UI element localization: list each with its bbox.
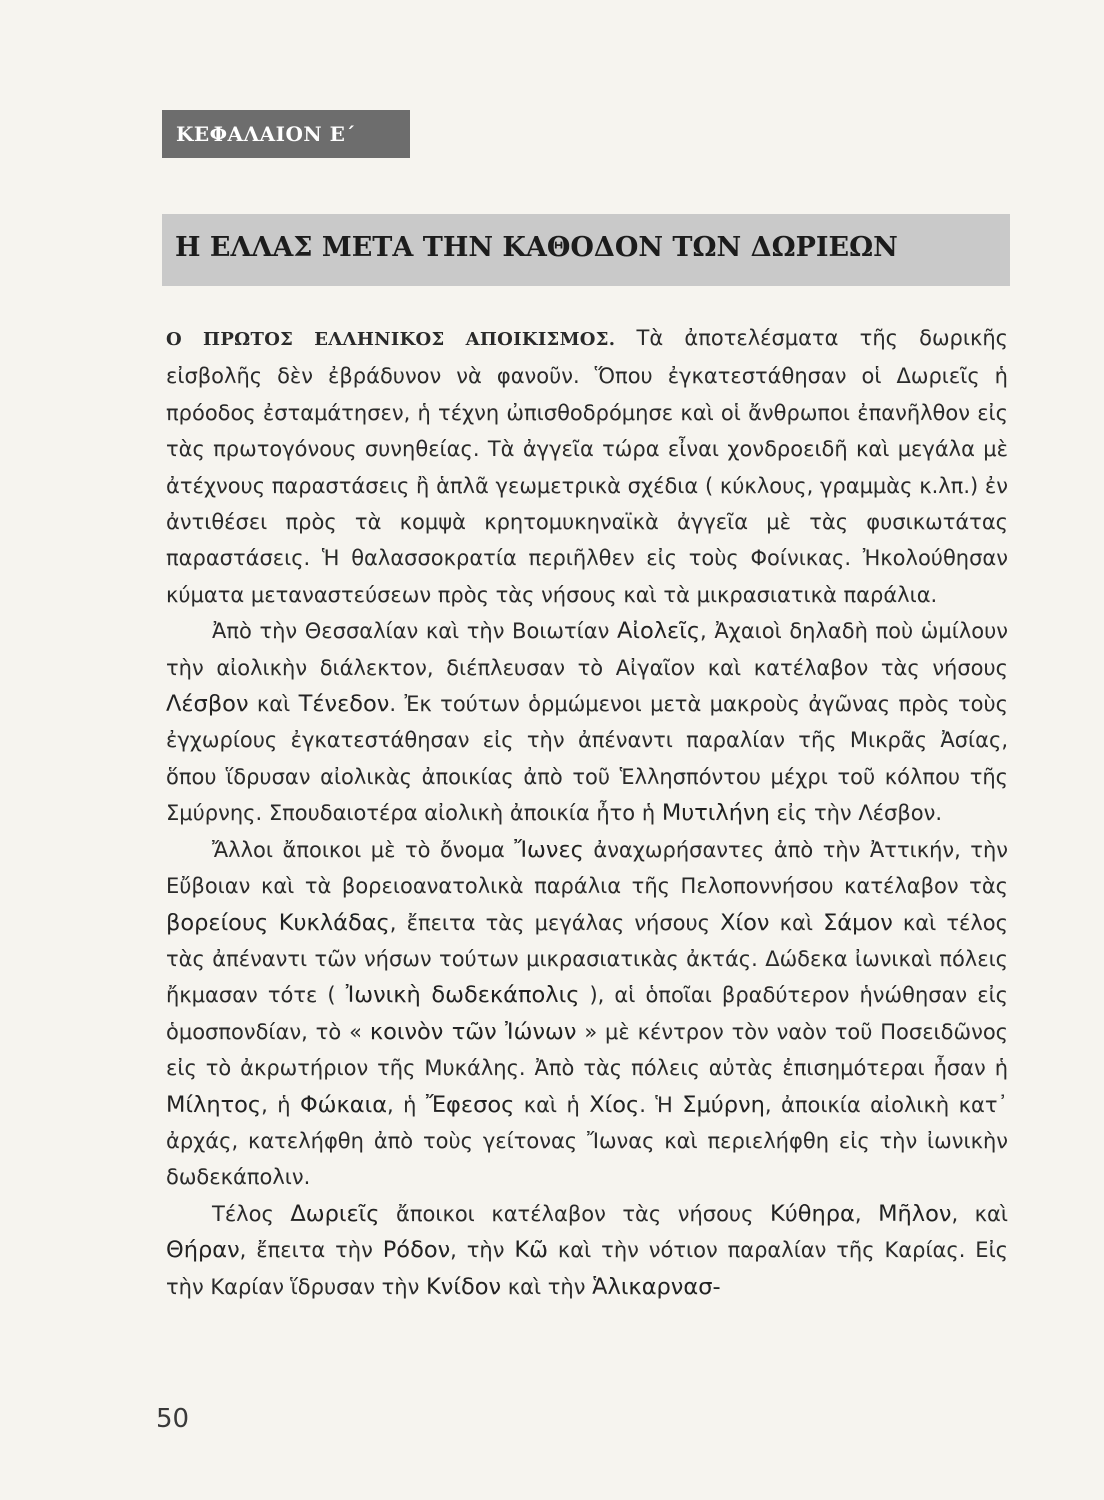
text-run: Τέλος (212, 1201, 291, 1226)
emphasis: Χίος (589, 1091, 640, 1118)
emphasis: Ἴωνες (514, 836, 584, 863)
text-run: . Ἡ (639, 1092, 683, 1117)
emphasis: Κῶ (514, 1237, 548, 1264)
emphasis: Φώκαια (299, 1091, 388, 1118)
emphasis: Ρόδον (382, 1237, 451, 1264)
emphasis: Σάμον (823, 909, 893, 936)
emphasis: Κύθηρα (769, 1200, 855, 1227)
text-run: καὶ τὴν νότιον παραλίαν τῆς Καρίας. Εἰς τὴν Καρίαν ἵδρυσαν τὴν (166, 1238, 1009, 1299)
text-run: ἄποικοι κατέλαβον τὰς νήσους (379, 1201, 770, 1226)
emphasis: Ἰωνικὴ δωδεκάπολις (345, 982, 580, 1009)
emphasis: Ἔφεσος (425, 1091, 515, 1118)
text-run: ἀναχωρήσαντες ἀπὸ τὴν Ἀττικήν, τὴν Εὔβοιαν καὶ τὰ βορειοανατολικὰ παράλια τῆς Πελοποννήσου κατέλαβον τὰς (166, 837, 1008, 899)
text-run: Ἀπὸ τὴν Θεσσαλίαν καὶ τὴν Βοιωτίαν (212, 619, 617, 644)
text-run: , τὴν (450, 1238, 515, 1263)
emphasis: Αἰολεῖς (616, 618, 701, 645)
emphasis: Θήραν (166, 1237, 240, 1264)
emphasis: Κνίδον (426, 1273, 502, 1300)
text-run: καὶ ἡ (514, 1092, 590, 1117)
text-run: καὶ τὴν (501, 1274, 593, 1299)
emphasis: Μῆλον (878, 1200, 952, 1227)
chapter-label: ΚΕΦΑΛΑΙΟΝ Ε΄ (162, 110, 410, 158)
text-run: καὶ (248, 692, 299, 717)
text-run: , ἡ (261, 1092, 300, 1117)
emphasis: Τένεδον (298, 691, 390, 718)
emphasis: Ἁλικαρνασ- (592, 1273, 721, 1300)
text-run: καὶ (769, 910, 824, 935)
text-run: , ἡ (387, 1092, 426, 1117)
text-run: , Ἀχαιοὶ δηλαδὴ ποὺ ὡμίλουν τὴν αἰολικὴν διάλεκτον, διέπλευσαν τὸ Αἰγαῖον καὶ κατέλαβον τὰς νήσους (166, 619, 1008, 680)
paragraph-2 (166, 613, 1008, 831)
emphasis: Λέσβον (166, 691, 249, 718)
emphasis: Δωριεῖς (290, 1200, 380, 1227)
emphasis: κοινὸν τῶν Ἰώνων (369, 1018, 577, 1045)
text-run: . Ἐκ τούτων ὁρμώμενοι μετὰ μακροὺς ἀγῶνας πρὸς τοὺς ἐγχωρίους ἐγκατεστάθησαν εἰς τὴν ἀπέναντι παραλίαν τῆς Μικρᾶς Ἀσίας, ὅπου ἵδρυσαν αἰολικὰς ἀποικίας ἀπὸ τοῦ Ἑλλησπόντου μέχρι τοῦ κόλπου τῆς Σμύρνης. Σπουδαιοτέρα αἰολικὴ ἀποικία ἦτο ἡ (166, 692, 1008, 826)
text-run: , (854, 1201, 879, 1226)
text-run: , ἔπειτα τὰς μεγάλας νήσους (389, 910, 721, 935)
emphasis: Μυτιλήνη (661, 800, 770, 827)
text-run: » μὲ κέντρον τὸν ναὸν τοῦ Ποσειδῶνος εἰς τὸ ἀκρωτήριον τῆς Μυκάλης. Ἀπὸ τὰς πόλεις αὐτὰς ἐπισημότεραι ἦσαν ἡ (166, 1019, 1008, 1081)
section-heading: Ο ΠΡΩΤΟΣ ΕΛΛΗΝΙΚΟΣ ΑΠΟΙΚΙΣΜΟΣ. (166, 329, 616, 350)
page-number: 50 (156, 1404, 190, 1434)
text-run: Ἄλλοι ἄποικοι μὲ τὸ ὄνομα (212, 837, 515, 862)
paragraph-1 (166, 320, 1008, 613)
text-run: ), αἱ ὁποῖαι βραδύτερον ἡνώθησαν εἰς ὁμοσπονδίαν, τὸ « (166, 983, 1008, 1044)
text-run: καὶ τέλος τὰς ἀπέναντι τῶν νήσων τούτων μικρασιατικὰς ἀκτάς. Δώδεκα ἰωνικαὶ πόλεις ἤκμασαν τότε ( (166, 910, 1008, 1008)
emphasis: βορείους Κυκλάδας (166, 909, 390, 936)
text-run: , ἔπειτα τὴν (239, 1238, 383, 1263)
paragraph-text: Τὰ ἀποτελέσματα τῆς δωρικῆς εἰσβολῆς δὲν ἐβράδυνον νὰ φανοῦν. Ὅπου ἐγκατεστάθησαν οἱ Δωριεῖς ἡ πρόοδος ἐσταμάτησεν, ἡ τέχνη ὠπισθοδρόμησε καὶ οἱ ἄνθρωποι ἐπανῆλθον εἰς τὰς πρωτογόνους συνηθείας. Τὰ ἀγγεῖα τώρα εἶναι χονδροειδῆ καὶ μεγάλα μὲ ἀτέχνους παραστάσεις ἢ ἁπλᾶ γεωμετρικὰ σχέδια ( κύκλους, γραμμὰς κ.λπ.) ἐν ἀντιθέσει πρὸς τὰ κομψὰ κρητομυκηναϊκὰ ἀγγεῖα μὲ τὰς φυσικωτάτας παραστάσεις. Ἡ θαλασσοκρατία περιῆλθεν εἰς τοὺς Φοίνικας. Ἠκολούθησαν κύματα μεταναστεύσεων πρὸς τὰς νήσους καὶ τὰ μικρασιατικὰ παράλια. (166, 326, 1009, 607)
paragraph-3 (166, 832, 1008, 1196)
body-text (166, 320, 1008, 1305)
chapter-title: Η ΕΛΛΑΣ ΜΕΤΑ ΤΗΝ ΚΑΘΟΔΟΝ ΤΩΝ ΔΩΡΙΕΩΝ (175, 232, 898, 263)
text-run: , ἀποικία αἰολικὴ κατ᾽ ἀρχάς, κατελήφθη ἀπὸ τοὺς γείτονας Ἴωνας καὶ περιελήφθη εἰς τὴν ἰωνικὴν δωδεκάπολιν. (166, 1092, 1008, 1190)
paragraph-4 (166, 1196, 1008, 1305)
emphasis: Μίλητος (166, 1091, 262, 1118)
text-run: , καὶ (951, 1201, 1008, 1226)
text-run: εἰς τὴν Λέσβον. (769, 801, 943, 826)
emphasis: Χίον (720, 909, 770, 936)
emphasis: Σμύρνη (682, 1091, 765, 1118)
